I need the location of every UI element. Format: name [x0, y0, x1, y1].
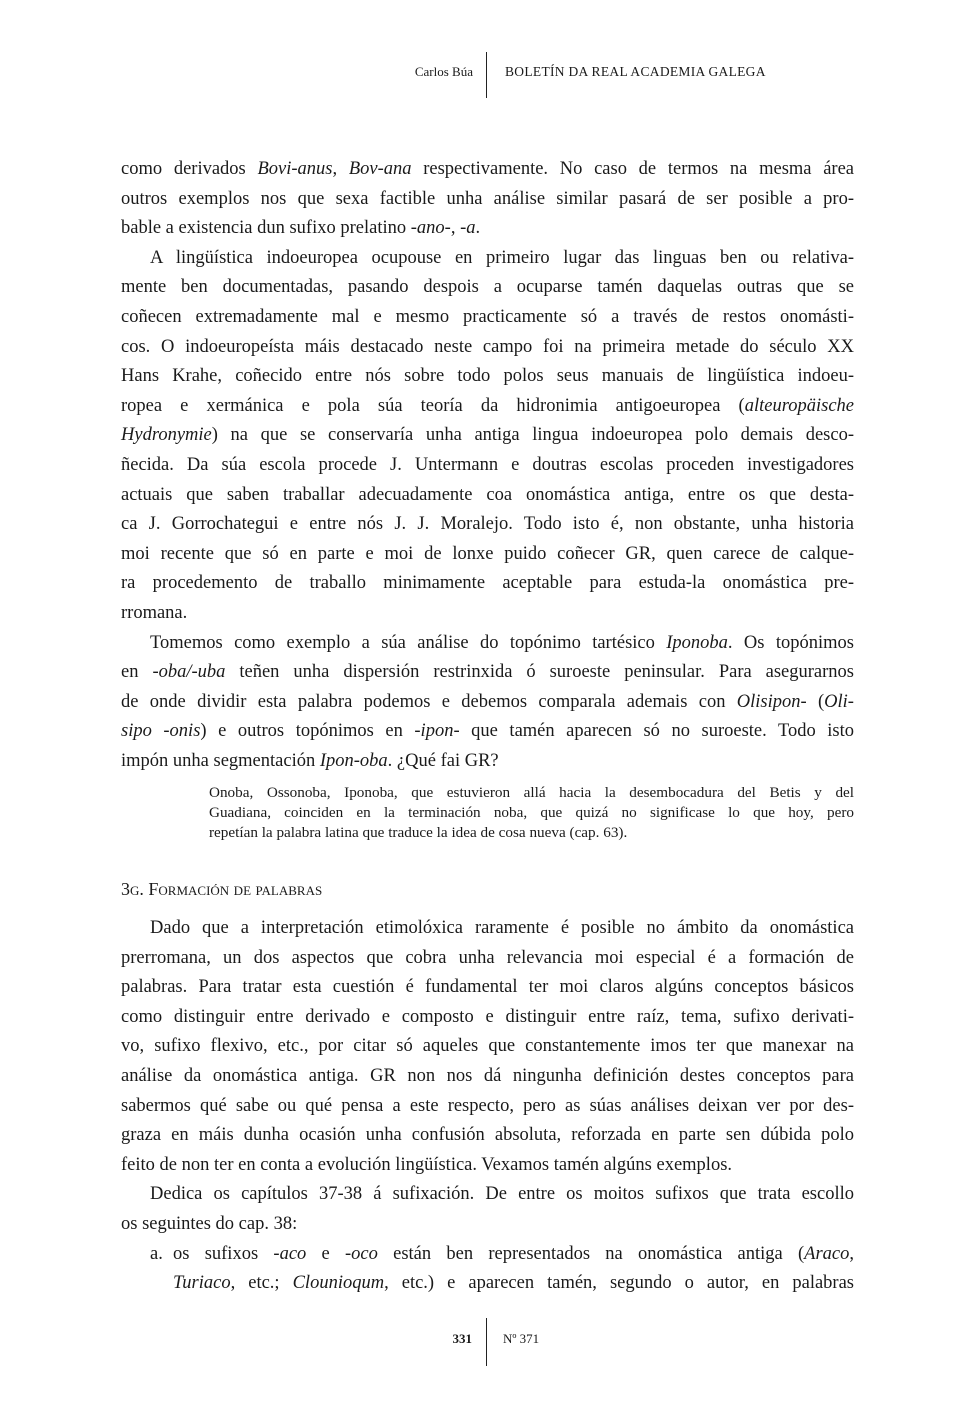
paragraph-2-line: rromana.: [121, 602, 188, 623]
paragraph-5-line: Dedica os capítulos 37-38 á sufixación. De entre os moitos sufixos que trata escollo: [150, 1184, 854, 1205]
paragraph-1-line: outros exemplos nos que sexa factible unha análise similar pasará de ser posible a pro-: [121, 188, 854, 209]
paragraph-4-line: Dado que a interpretación etimolóxica raramente é posible no ámbito da onomástica: [150, 918, 854, 938]
paragraph-2-line: actuais que saben traballar adecuadamente coa onomástica antiga, entre os que desta-: [121, 484, 854, 505]
paragraph-4-line: prerromana, un dos aspectos que cobra unha relevancia moi especial é a formación de: [121, 947, 854, 968]
page-number: 331: [452, 1331, 472, 1346]
paragraph-1-line: como derivados Bovi-anus, Bov-ana respectivamente. No caso de termos na mesma área: [121, 159, 855, 179]
paragraph-4-line: sabermos qué sabe ou qué pensa a este respecto, pero as súas análises deixan ver por des-: [121, 1095, 854, 1116]
paragraph-2-line: moi recente que só en parte e moi de lonxe puido coñecer GR, quen carece de calque-: [121, 543, 854, 564]
paragraph-2-line: Hans Krahe, coñecido entre nós sobre todo polos seus manuais de lingüística indoeu-: [121, 366, 854, 387]
paragraph-4-line: feito de non ter en conta a evolución lingüística. Vexamos tamén algúns exemplos.: [121, 1154, 733, 1175]
section-heading: 3g. Formación de palabras: [121, 879, 323, 899]
paragraph-2-line: ra procedemento de traballo minimamente aceptable para estuda-la onomástica pre-: [121, 573, 854, 594]
list-item-a-line: a. os sufixos -aco e -oco están ben representados na onomástica antiga (Araco,: [121, 1240, 854, 1270]
running-header: [0, 52, 975, 98]
paragraph-3-line: en -oba/-uba teñen unha dispersión restrinxida ó suroeste peninsular. Para asegurarnos: [121, 662, 855, 683]
paragraph-2-line: ca J. Gorrochategui e entre nós J. J. Moralejo. Todo isto é, non obstante, unha historia: [121, 514, 854, 535]
page-footer: [0, 1318, 975, 1366]
body-text-upper: [121, 155, 854, 776]
paragraph-1-line: bable a existencia dun sufixo prelatino -ano-, -a.: [121, 218, 481, 239]
paragraph-2-line: mente ben documentadas, pasando despois a ocuparse tamén daquelas outras que se: [121, 277, 854, 298]
paragraph-3-line: impón unha segmentación Ipon-oba. ¿Qué fai GR?: [121, 750, 499, 771]
quote-line: Onoba, Ossonoba, Iponoba, que estuvieron allá hacia la desembocadura del Betis y del: [209, 784, 854, 801]
list-marker: a.: [150, 1243, 163, 1264]
paragraph-4-line: vo, sufixo flexivo, etc., por citar só aqueles que constantemente imos ter que manexar na: [121, 1036, 854, 1057]
paragraph-2-line: Hydronymie) na que se conservaría unha antiga lingua indoeuropea polo demais desco-: [121, 425, 854, 446]
block-quote: [209, 783, 854, 843]
header-journal-title: BOLETÍN DA REAL ACADEMIA GALEGA: [505, 64, 766, 79]
paragraph-3-line: de onde dividir esta palabra podemos e debemos comparala ademais con Olisipon- (Oli-: [121, 691, 854, 712]
quote-line: repetían la palabra latina que traduce la idea de cosa nueva (cap. 63).: [209, 824, 628, 841]
paragraph-2-line: A lingüística indoeuropea ocupouse en primeiro lugar das linguas ben ou relativa-: [150, 247, 854, 268]
paragraph-4-line: palabras. Para tratar esta cuestión é fundamental ter moi claros algúns conceptos básicos: [121, 977, 854, 998]
header-author: Carlos Búa: [414, 64, 473, 79]
issue-number: Nº 371: [503, 1331, 540, 1346]
paragraph-2-line: cos. O indoeuropeísta máis destacado neste campo foi na primeira metade do século XX: [121, 336, 854, 357]
paragraph-2-line: coñecen extremadamente mal e mesmo practicamente só a través de restos onomásti-: [121, 306, 854, 327]
paragraph-2-line: ñecida. Da súa escola procede J. Untermann e doutras escolas proceden investigadores: [121, 454, 854, 475]
paragraph-5-line: os seguintes do cap. 38:: [121, 1213, 298, 1234]
paragraph-3-line: Tomemos como exemplo a súa análise do topónimo tartésico Iponoba. Os topónimos: [150, 632, 854, 653]
paragraph-3-line: sipo -onis) e outros topónimos en -ipon- que tamén aparecen só no suroeste. Todo isto: [121, 721, 855, 742]
paragraph-4-line: graza en máis dunha ocasión unha confusión absoluta, reforzada en parte sen dúbida polo: [121, 1125, 854, 1146]
footer-divider: [486, 1318, 487, 1366]
list-item-a-line: Turiaco, etc.; Clounioqum, etc.) e aparecen tamén, segundo o autor, en palabras: [173, 1273, 854, 1294]
quote-line: Guadiana, coinciden en la terminación noba, que quizá no significase lo que hoy, pero: [209, 804, 854, 821]
paragraph-4-line: como distinguir entre derivado e composto e distinguir entre raíz, tema, sufixo derivati-: [121, 1006, 854, 1027]
header-divider: [486, 52, 487, 98]
paragraph-2-line: ropea e xermánica e pola súa teoría da hidronimia antigoeuropea (alteuropäische: [121, 395, 854, 416]
body-text-lower: [121, 914, 854, 1299]
paragraph-4-line: análise da onomástica antiga. GR non nos dá ningunha definición destes conceptos para: [121, 1065, 854, 1086]
